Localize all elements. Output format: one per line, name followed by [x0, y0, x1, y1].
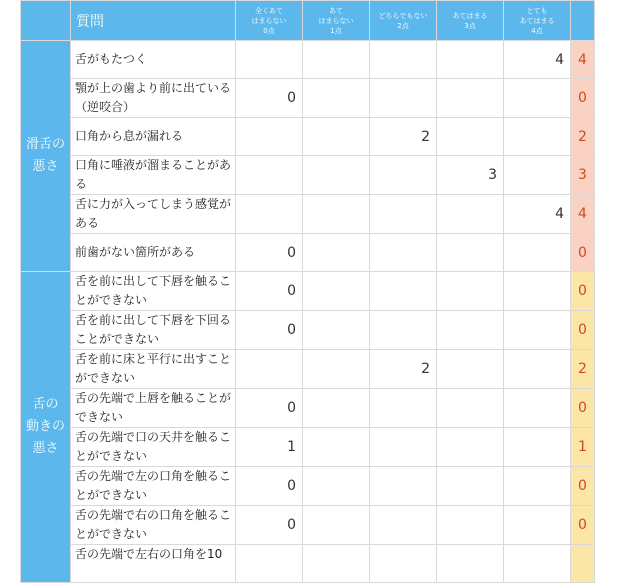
score-cell[interactable]: 0 [236, 506, 303, 545]
table-row [21, 545, 595, 583]
score-cell[interactable]: 0 [236, 467, 303, 506]
question-cell: 舌の先端で右の口角を触ることができない [71, 506, 236, 545]
score-cell[interactable] [504, 156, 571, 195]
score-cell[interactable] [504, 545, 571, 583]
question-cell: 舌の先端で口の天井を触ることができない [71, 428, 236, 467]
score-cell[interactable] [504, 311, 571, 350]
score-cell[interactable] [303, 272, 370, 311]
table-row [21, 506, 595, 545]
score-cell[interactable] [303, 79, 370, 118]
table-row [21, 41, 595, 79]
score-cell[interactable] [370, 506, 437, 545]
score-cell[interactable]: 0 [236, 79, 303, 118]
score-cell[interactable] [370, 195, 437, 234]
question-cell: 舌の先端で左右の口角を10 [71, 545, 236, 583]
question-cell: 舌を前に出して下唇を下回ることができない [71, 311, 236, 350]
score-cell[interactable] [303, 234, 370, 272]
total-cell: 0 [571, 506, 595, 545]
score-cell[interactable] [504, 272, 571, 311]
total-cell [571, 545, 595, 583]
score-cell[interactable]: 2 [370, 118, 437, 156]
score-cell[interactable]: 0 [236, 389, 303, 428]
score-cell[interactable] [370, 545, 437, 583]
score-cell[interactable] [370, 272, 437, 311]
score-cell[interactable] [437, 545, 504, 583]
header-option-1: あて はまらない 1点 [303, 1, 370, 41]
total-cell: 2 [571, 118, 595, 156]
score-cell[interactable] [504, 234, 571, 272]
table-row [21, 195, 595, 234]
score-cell[interactable] [504, 350, 571, 389]
header-corner [21, 1, 71, 41]
question-cell: 舌の先端で上唇を触ることができない [71, 389, 236, 428]
total-cell: 3 [571, 156, 595, 195]
score-cell[interactable] [437, 41, 504, 79]
score-cell[interactable] [370, 234, 437, 272]
table-row [21, 350, 595, 389]
header-option-2: どちらでもない 2点 [370, 1, 437, 41]
score-cell[interactable]: 4 [504, 41, 571, 79]
table-row [21, 272, 595, 311]
score-cell[interactable]: 3 [437, 156, 504, 195]
table-row [21, 118, 595, 156]
score-cell[interactable] [437, 118, 504, 156]
score-cell[interactable] [303, 118, 370, 156]
question-cell: 舌に力が入ってしまう感覚がある [71, 195, 236, 234]
header-question: 質問 [71, 1, 236, 41]
score-cell[interactable] [437, 79, 504, 118]
question-cell: 舌がもたつく [71, 41, 236, 79]
score-cell[interactable] [236, 156, 303, 195]
table-row [21, 234, 595, 272]
question-cell: 顎が上の歯より前に出ている（逆咬合） [71, 79, 236, 118]
score-cell[interactable] [370, 311, 437, 350]
total-cell: 0 [571, 389, 595, 428]
score-cell[interactable] [303, 195, 370, 234]
table-row [21, 389, 595, 428]
table-row [21, 467, 595, 506]
score-cell[interactable] [303, 389, 370, 428]
total-cell: 0 [571, 311, 595, 350]
questionnaire-table [20, 0, 595, 583]
score-cell[interactable] [236, 41, 303, 79]
score-cell[interactable] [437, 428, 504, 467]
total-cell: 1 [571, 428, 595, 467]
score-cell[interactable] [504, 428, 571, 467]
score-cell[interactable] [303, 467, 370, 506]
score-cell[interactable] [303, 506, 370, 545]
score-cell[interactable] [303, 41, 370, 79]
score-cell[interactable] [437, 467, 504, 506]
score-cell[interactable] [437, 350, 504, 389]
score-cell[interactable] [236, 195, 303, 234]
header-option-0: 全くあて はまらない 0点 [236, 1, 303, 41]
score-cell[interactable]: 2 [370, 350, 437, 389]
score-cell[interactable] [504, 467, 571, 506]
score-cell[interactable] [236, 118, 303, 156]
header-option-3: あてはまる 3点 [437, 1, 504, 41]
score-cell[interactable] [236, 350, 303, 389]
question-cell: 前歯がない箇所がある [71, 234, 236, 272]
score-cell[interactable] [504, 389, 571, 428]
total-cell: 4 [571, 41, 595, 79]
score-cell[interactable] [303, 545, 370, 583]
header-option-4: とても あてはまる 4点 [504, 1, 571, 41]
header-total [571, 1, 595, 41]
total-cell: 0 [571, 234, 595, 272]
total-cell: 0 [571, 272, 595, 311]
score-cell[interactable] [437, 195, 504, 234]
table-row [21, 311, 595, 350]
score-cell[interactable]: 4 [504, 195, 571, 234]
score-cell[interactable] [437, 506, 504, 545]
total-cell: 4 [571, 195, 595, 234]
score-cell[interactable] [303, 156, 370, 195]
score-cell[interactable] [370, 79, 437, 118]
question-cell: 口角から息が漏れる [71, 118, 236, 156]
total-cell: 0 [571, 467, 595, 506]
score-cell[interactable] [437, 311, 504, 350]
score-cell[interactable]: 0 [236, 234, 303, 272]
score-cell[interactable] [236, 545, 303, 583]
score-cell[interactable] [370, 41, 437, 79]
category-cell: 滑舌の 悪さ [21, 41, 71, 272]
score-cell[interactable]: 1 [236, 428, 303, 467]
score-cell[interactable] [370, 428, 437, 467]
question-cell: 口角に唾液が溜まることがある [71, 156, 236, 195]
score-cell[interactable] [303, 350, 370, 389]
score-cell[interactable] [370, 467, 437, 506]
total-cell: 2 [571, 350, 595, 389]
table-row [21, 156, 595, 195]
score-cell[interactable]: 0 [236, 272, 303, 311]
table-row [21, 79, 595, 118]
question-cell: 舌の先端で左の口角を触ることができない [71, 467, 236, 506]
score-cell[interactable] [504, 118, 571, 156]
score-cell[interactable]: 0 [236, 311, 303, 350]
question-cell: 舌を前に出して下唇を触ることができない [71, 272, 236, 311]
score-cell[interactable] [303, 311, 370, 350]
score-cell[interactable] [437, 272, 504, 311]
score-cell[interactable] [504, 506, 571, 545]
score-cell[interactable] [303, 428, 370, 467]
score-cell[interactable] [504, 79, 571, 118]
category-cell: 舌の 動きの 悪さ [21, 272, 71, 583]
score-cell[interactable] [370, 389, 437, 428]
table-row [21, 428, 595, 467]
question-cell: 舌を前に床と平行に出すことができない [71, 350, 236, 389]
score-cell[interactable] [437, 389, 504, 428]
score-cell[interactable] [370, 156, 437, 195]
total-cell: 0 [571, 79, 595, 118]
score-cell[interactable] [437, 234, 504, 272]
